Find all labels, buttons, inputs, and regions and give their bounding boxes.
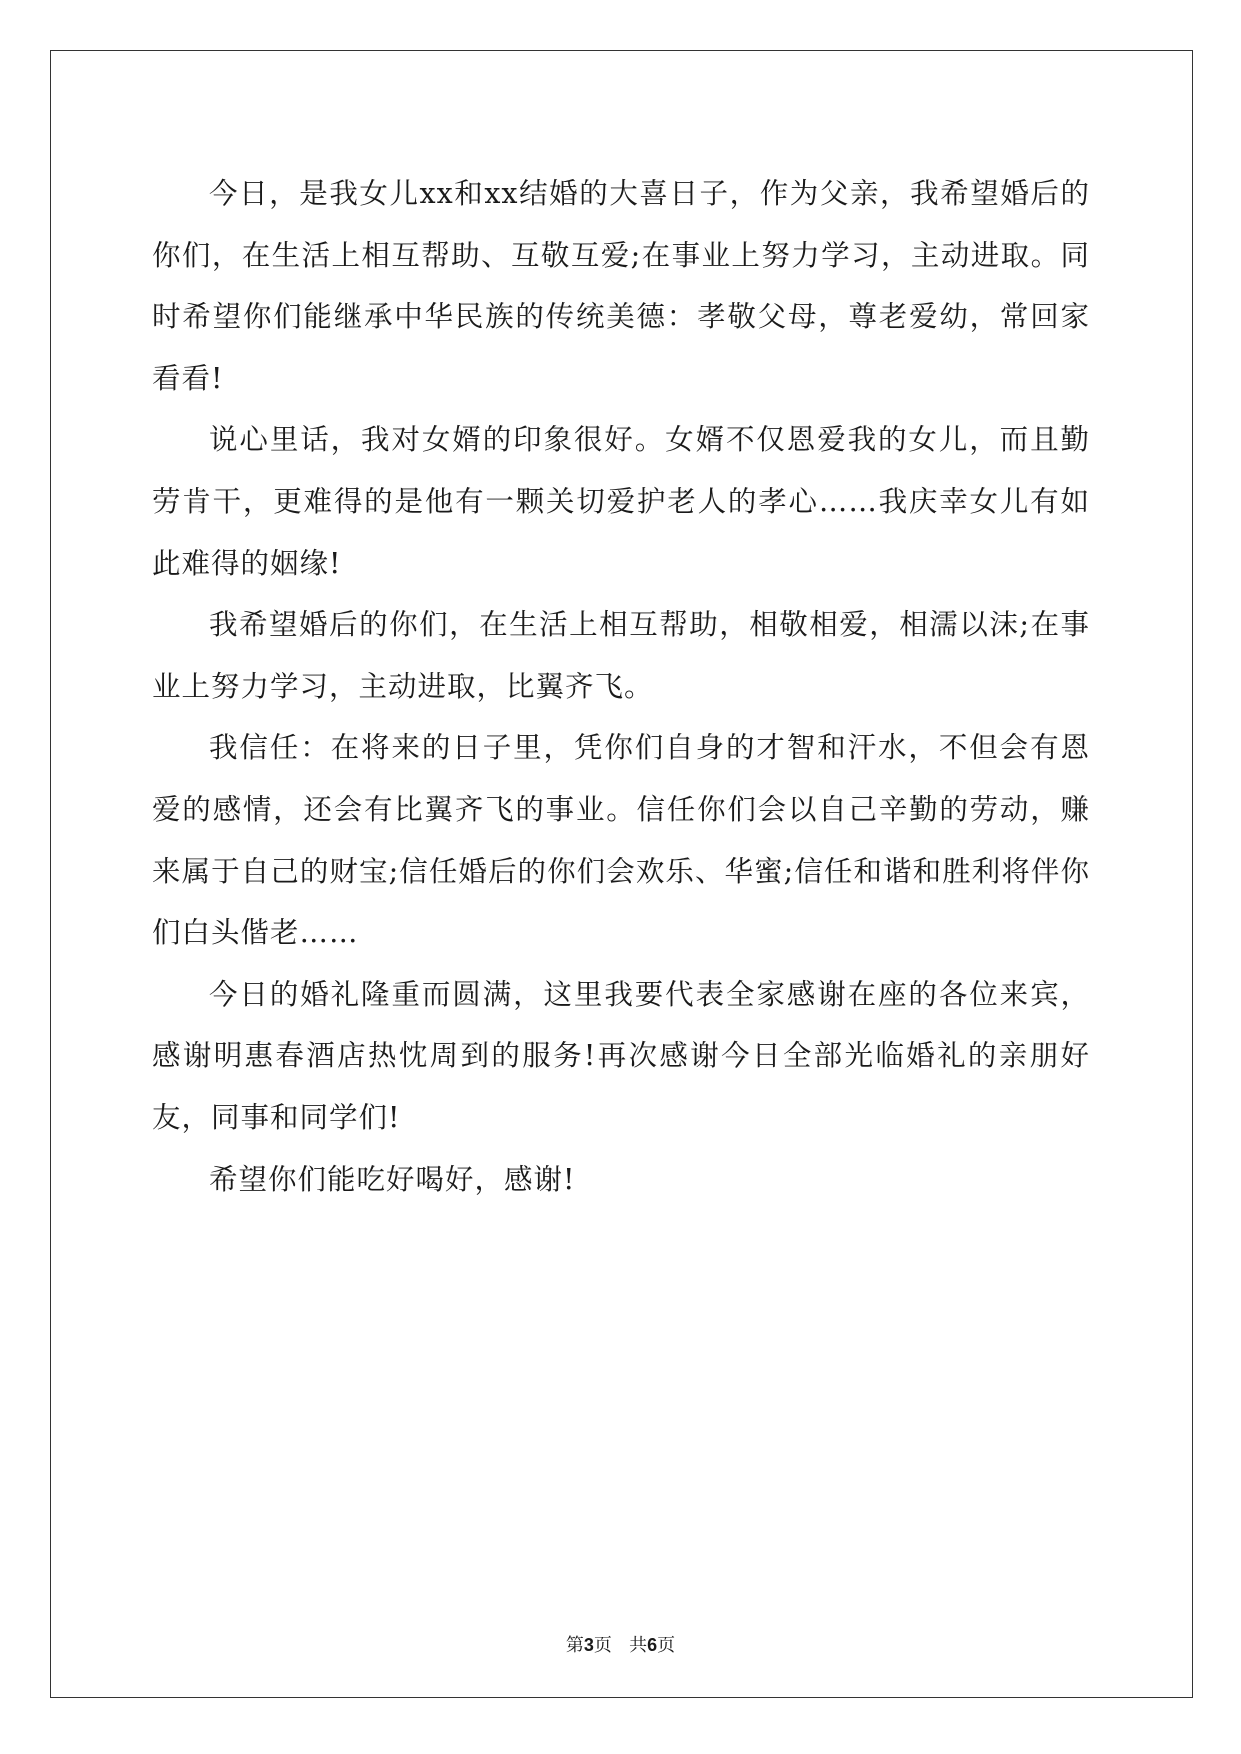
paragraph-2: 说心里话，我对女婿的印象很好。女婿不仅恩爱我的女儿，而且勤劳肯干，更难得的是他有一颗关切爱护老人的孝心……我庆幸女儿有如此难得的姻缘! xyxy=(152,423,1090,580)
paragraph-1: 今日，是我女儿xx和xx结婚的大喜日子，作为父亲，我希望婚后的你们，在生活上相互帮助、互敬互爱;在事业上努力学习，主动进取。同时希望你们能继承中华民族的传统美德：孝敬父母，尊老爱幼，常回家看看! xyxy=(152,177,1090,395)
page-prefix: 第 xyxy=(565,1635,584,1656)
total-prefix: 共 xyxy=(629,1635,648,1656)
page-footer xyxy=(0,1631,1241,1657)
page-suffix: 页 xyxy=(593,1635,612,1656)
paragraph-3: 我希望婚后的你们，在生活上相互帮助，相敬相爱，相濡以沫;在事业上努力学习，主动进取，比翼齐飞。 xyxy=(152,608,1090,703)
paragraph-5: 今日的婚礼隆重而圆满，这里我要代表全家感谢在座的各位来宾，感谢明惠春酒店热忱周到的服务!再次感谢今日全部光临婚礼的亲朋好友，同事和同学们! xyxy=(152,977,1090,1134)
total-suffix: 页 xyxy=(657,1635,676,1656)
document-body xyxy=(152,163,1090,1210)
paragraph-4: 我信任：在将来的日子里，凭你们自身的才智和汗水，不但会有恩爱的感情，还会有比翼齐飞的事业。信任你们会以自己辛勤的劳动，赚来属于自己的财宝;信任婚后的你们会欢乐、华蜜;信任和谐和胜利将伴你们白头偕老…… xyxy=(152,731,1090,950)
page-number: 3 xyxy=(583,1635,594,1655)
total-pages: 6 xyxy=(647,1635,658,1655)
paragraph-6: 希望你们能吃好喝好，感谢! xyxy=(209,1162,576,1196)
